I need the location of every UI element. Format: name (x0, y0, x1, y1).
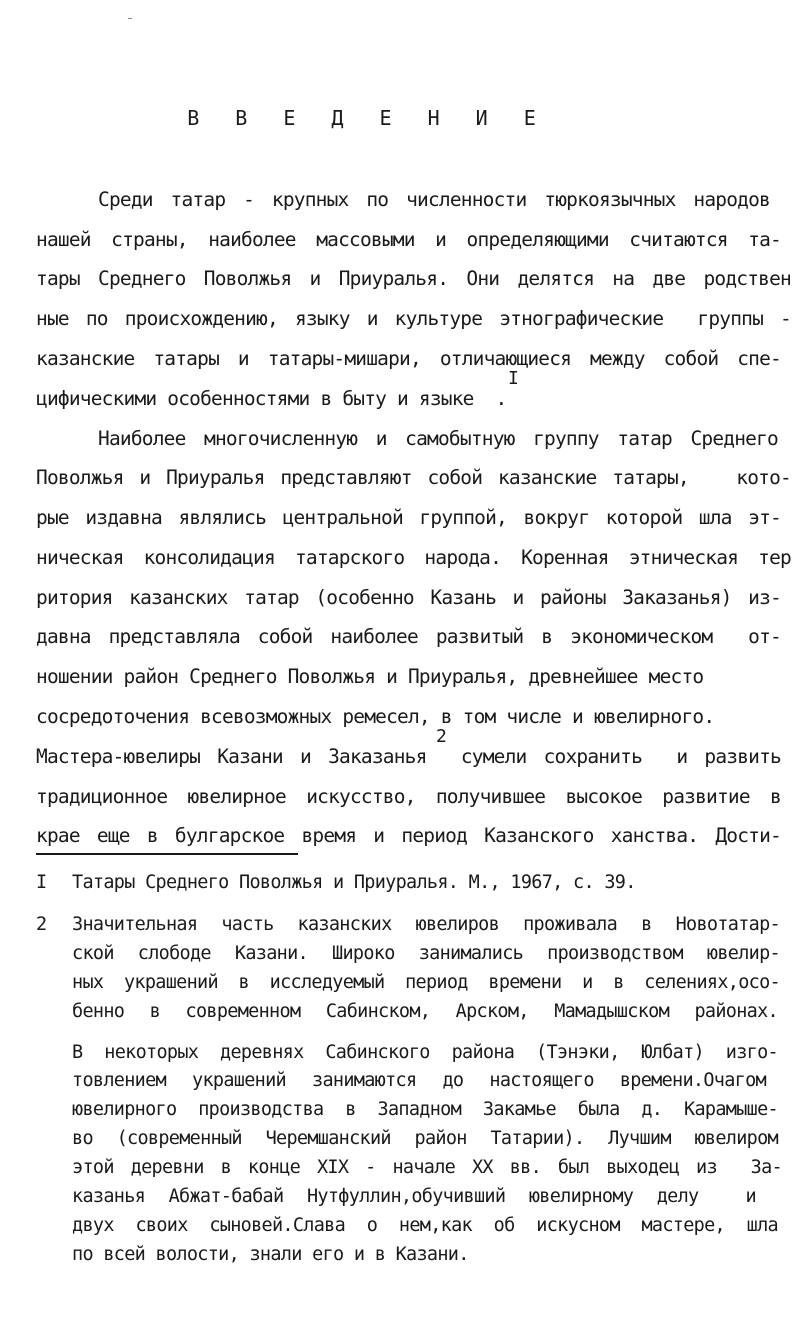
footnote-marker: I (36, 872, 48, 893)
footnote-line: товлением украшений занимаются до настоящего времени.Очагом (72, 1070, 766, 1091)
footnote-line: этой деревни в конце XIX - начале XX вв. был выходец из За- (72, 1157, 782, 1178)
footnote-line: казанья Абжат-бабай Нутфуллин,обучивший ювелирному делу и (72, 1186, 756, 1207)
text-line: казанские татары и татары-мишари, отличающиеся между собой спе- (36, 347, 781, 370)
text-line: тары Среднего Поволжья и Приуралья. Они делятся на две родствен (36, 267, 791, 290)
text-line: традиционное ювелирное искусство, получившее высокое развитие в (36, 785, 781, 808)
text-line: ритория казанских татар (особенно Казань и районы Заказанья) из- (36, 586, 781, 609)
footnote-line: ювелирного производства в Западном Закамье была д. Карамыше- (72, 1099, 778, 1120)
text-line: Мастера-ювелиры Казани и Заказанья сумели сохранить и развить (36, 745, 781, 768)
text-line: Среди татар - крупных по численности тюркоязычных народов (98, 188, 770, 211)
page-title: В В Е Д Е Н И Е (187, 106, 548, 130)
footnote-line: Значительная часть казанских ювелиров проживала в Новотатар- (72, 914, 780, 935)
footnote-reference: I (508, 368, 519, 389)
text-line: нашей страны, наиболее массовыми и определяющими считаются та- (36, 228, 781, 251)
text-line: ные по происхождению, языку и культуре этнографические группы - (36, 307, 791, 330)
footnote-reference: 2 (436, 726, 447, 747)
text-line: рые издавна являлись центральной группой, вокруг которой шла эт- (36, 506, 781, 529)
footnote-line: ных украшений в исследуемый период времени и в селениях,осо- (72, 972, 780, 993)
text-line: цифическими особенностями в быту и языке . (36, 387, 507, 410)
text-line: ническая консолидация татарского народа. Коренная этническая тер (36, 546, 791, 569)
footnote-line: по всей волости, знали его и в Казани. (72, 1244, 469, 1265)
footnote-line: Татары Среднего Поволжья и Приуралья. М., 1967, с. 39. (72, 872, 636, 893)
footnote-line: ской слободе Казани. Широко занимались производством ювелир- (72, 943, 780, 964)
footnote-marker: 2 (36, 914, 48, 935)
text-line: Наиболее многочисленную и самобытную группу татар Среднего (98, 427, 778, 450)
scan-speck (128, 18, 132, 19)
footnote-line: во (современный Черемшанский район Татарии). Лучшим ювелиром (72, 1128, 778, 1149)
text-line: крае еще в булгарское время и период Казанского ханства. Дости- (36, 824, 781, 847)
footnote-line: бенно в современном Сабинском, Арском, Мамадышском районах. (72, 1001, 778, 1022)
text-line: ношении район Среднего Поволжья и Приуралья, древнейшее место (36, 665, 704, 688)
text-line: Поволжья и Приуралья представляют собой казанские татары, кото- (36, 466, 791, 489)
footnote-line: В некоторых деревнях Сабинского района (Тэнэки, Юлбат) изго- (72, 1042, 778, 1063)
text-line: давна представляла собой наиболее развитый в экономическом от- (36, 625, 781, 648)
footnote-separator (36, 853, 298, 855)
text-line: сосредоточения всевозможных ремесел, в том числе и ювелирного. (36, 705, 715, 728)
footnote-line: двух своих сыновей.Слава о нем,как об искусном мастере, шла (72, 1215, 778, 1236)
